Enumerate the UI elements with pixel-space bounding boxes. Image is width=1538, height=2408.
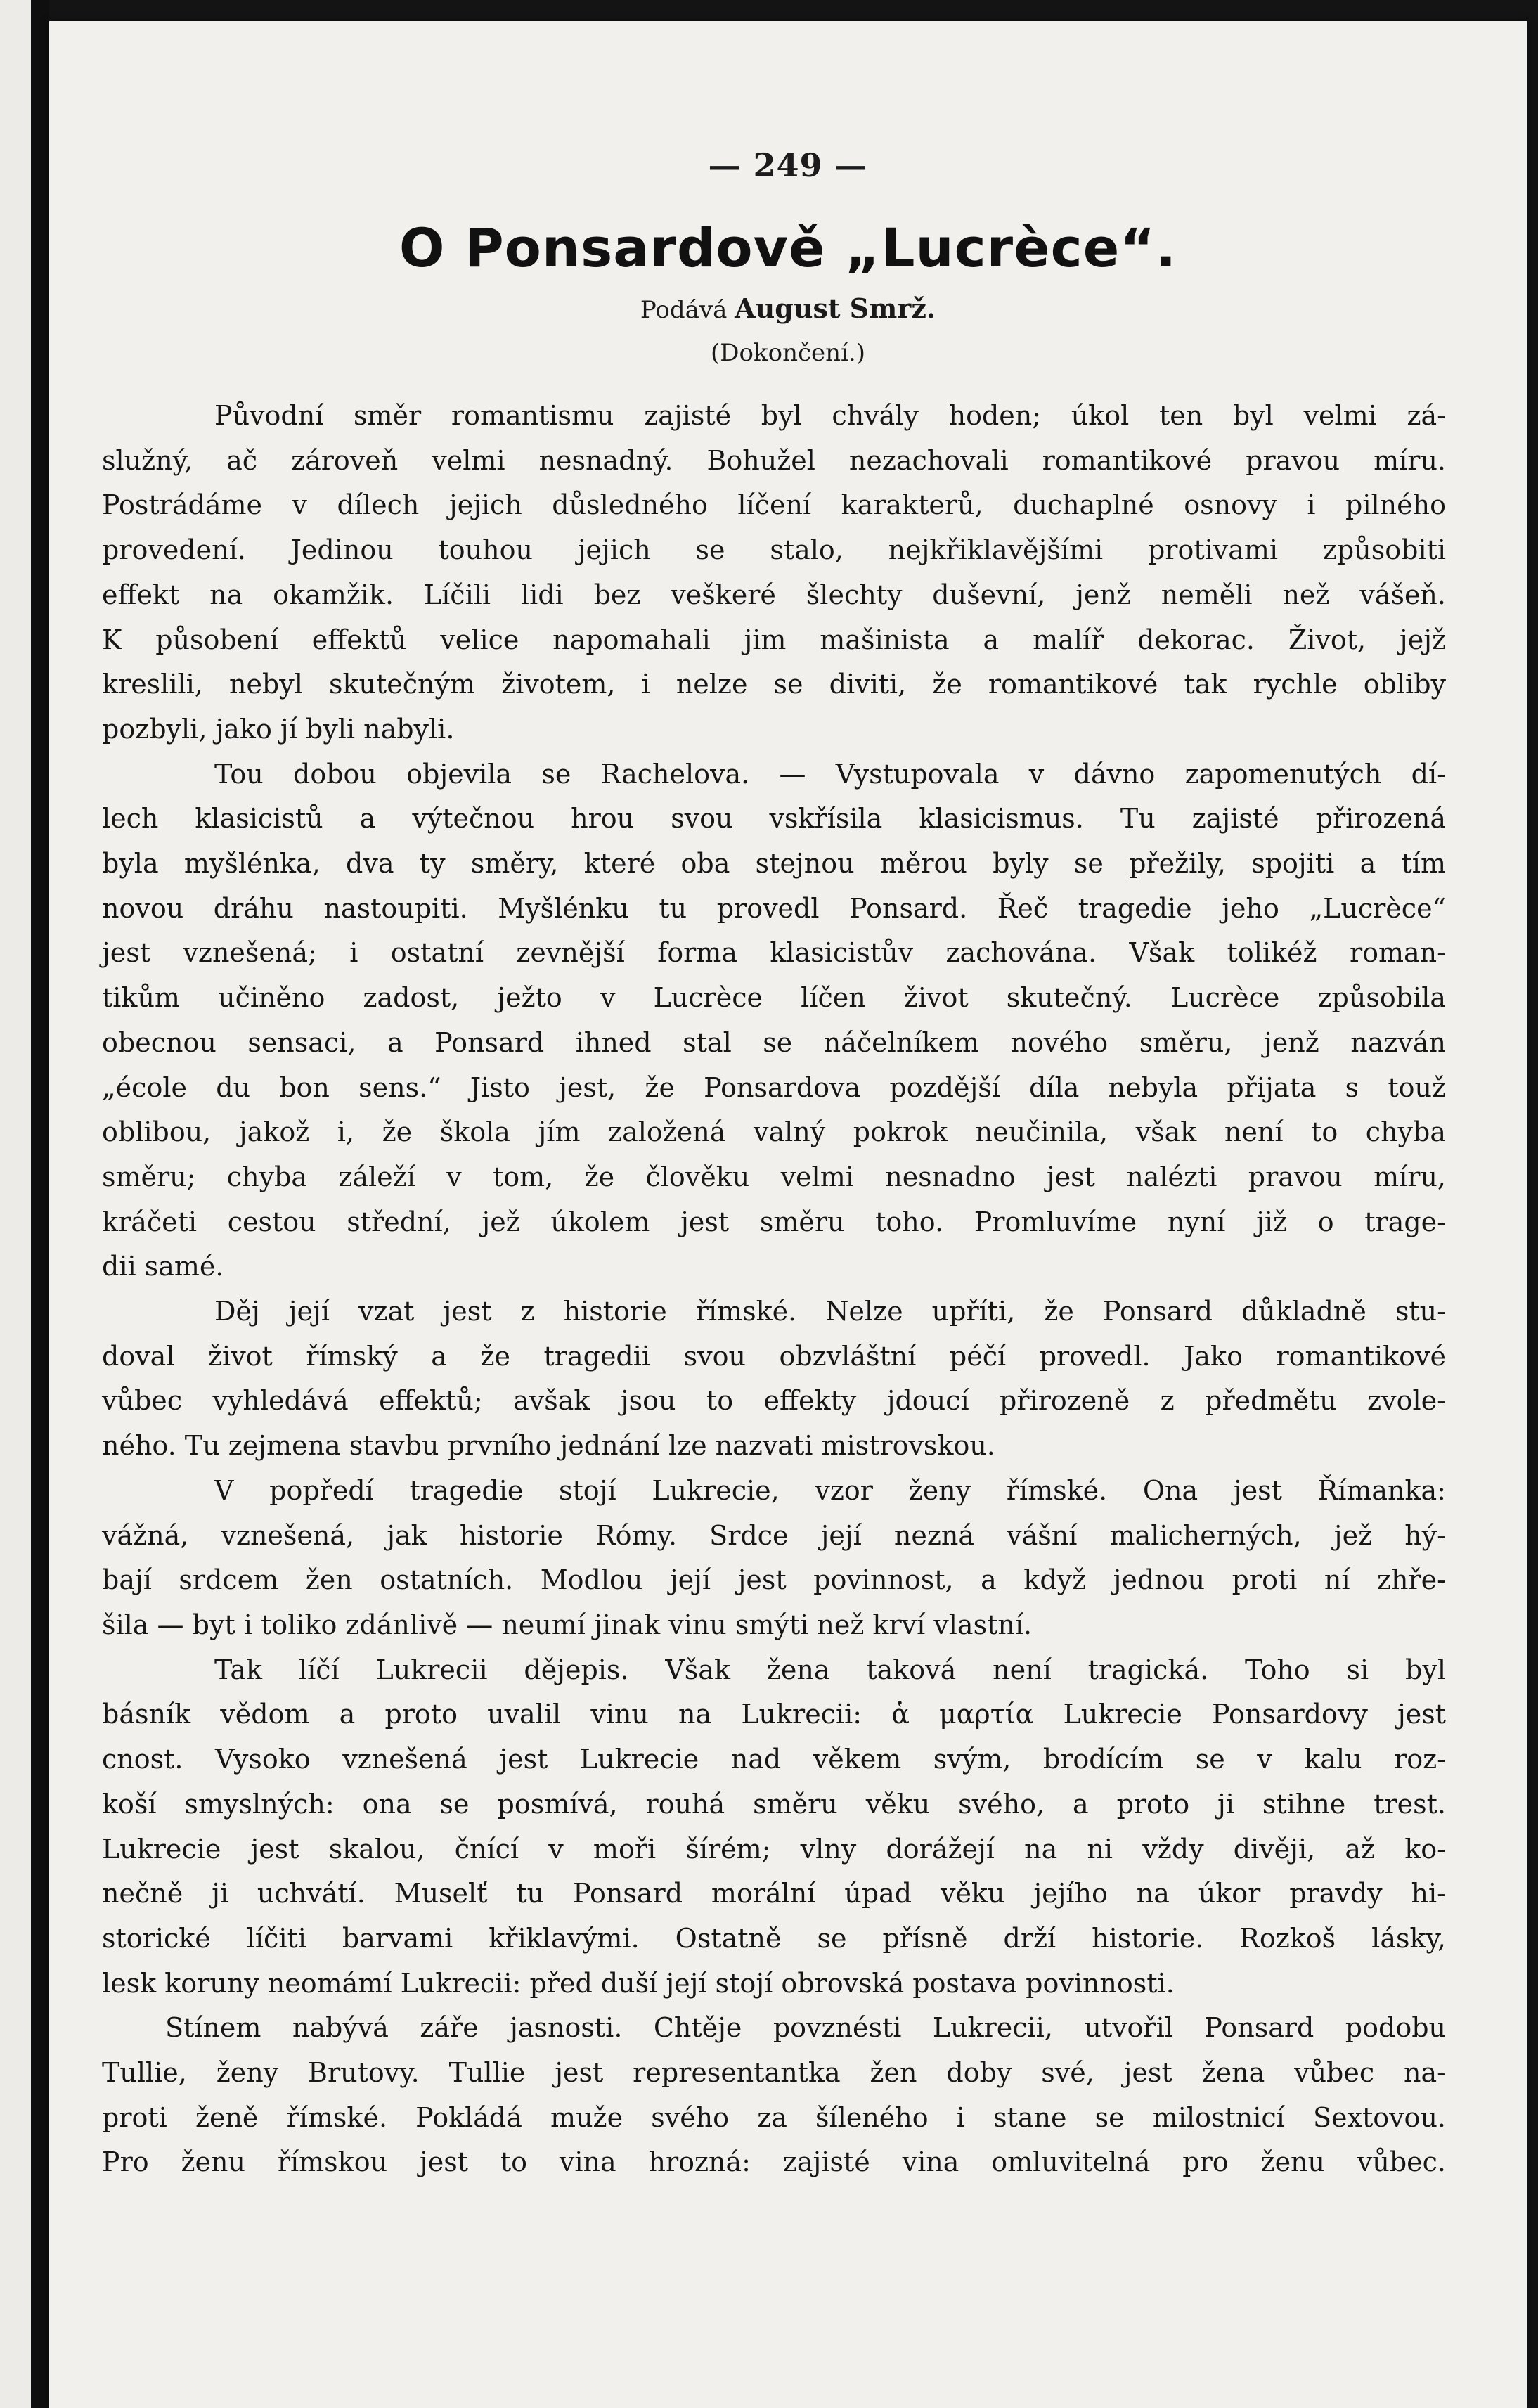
- text-line: byla myšlénka, dva ty směry, které oba stejnou měrou byly se přežily, spojiti a tím: [102, 848, 1446, 880]
- text-line: cnost. Vysoko vznešená jest Lukrecie nad věkem svým, brodícím se v kalu roz-: [102, 1744, 1446, 1775]
- text-line: Lukrecie jest skalou, čnící v moři šírém; vlny dorážejí na ni vždy divěji, až ko-: [102, 1833, 1446, 1865]
- text-line: Původní směr romantismu zajisté byl chvály hoden; úkol ten byl velmi zá-: [214, 400, 1446, 431]
- text-line: kráčeti cestou střední, jež úkolem jest směru toho. Promluvíme nyní již o trage-: [102, 1206, 1446, 1237]
- text-line: Pro ženu římskou jest to vina hrozná: zajisté vina omluvitelná pro ženu vůbec.: [102, 2146, 1446, 2178]
- text-line: nečně ji uchvátí. Muselť tu Ponsard morální úpad věku jejího na úkor pravdy hi-: [102, 1878, 1446, 1910]
- text-line: šila — byt i toliko zdánlivě — neumí jinak vinu smýti než krví vlastní.: [102, 1609, 1033, 1640]
- text-line: Tou dobou objevila se Rachelova. — Vystupovala v dávno zapomenutých dí-: [214, 758, 1446, 790]
- continuation-note: (Dokončení.): [711, 339, 865, 367]
- byline-prefix: Podává: [640, 296, 728, 324]
- text-line: obecnou sensaci, a Ponsard ihned stal se náčelníkem nového směru, jenž nazván: [102, 1026, 1446, 1058]
- text-line: „école du bon sens.“ Jisto jest, že Ponsardova pozdější díla nebyla přijata s touž: [102, 1071, 1446, 1103]
- text-line: dii samé.: [102, 1251, 224, 1282]
- text-line: lesk koruny neomámí Lukrecii: před duší její stojí obrovská postava povinnosti.: [102, 1967, 1175, 1999]
- text-line: provedení. Jedinou touhou jejich se stalo, nejkřiklavějšími protivami způsobiti: [102, 534, 1446, 566]
- text-line: doval život římský a že tragedii svou obzvláštní péčí provedl. Jako romantikové: [102, 1340, 1446, 1372]
- text-line: tikům učiněno zadost, ježto v Lucrèce líčen život skutečný. Lucrèce způsobila: [102, 982, 1446, 1014]
- text-line: effekt na okamžik. Líčili lidi bez veškeré šlechty duševní, jenž neměli než vášeň.: [102, 579, 1446, 610]
- text-line: ného. Tu zejmena stavbu prvního jednání lze nazvati mistrovskou.: [102, 1430, 995, 1462]
- text-line: Tak líčí Lukrecii dějepis. Však žena taková není tragická. Toho si byl: [214, 1654, 1446, 1685]
- author-name: August Smrž.: [735, 292, 936, 324]
- text-line: bají srdcem žen ostatních. Modlou její jest povinnost, a když jednou proti ní zhře-: [102, 1564, 1446, 1596]
- text-line: jest vznešená; i ostatní zevnější forma klasicistův zachována. Však tolikéž roman-: [102, 937, 1446, 969]
- text-line: směru; chyba záleží v tom, že člověku velmi nesnadno jest nalézti pravou míru,: [102, 1161, 1446, 1192]
- text-line: vůbec vyhledává effektů; avšak jsou to effekty jdoucí přirozeně z předmětu zvole-: [102, 1385, 1446, 1417]
- article-body: [102, 394, 1446, 2185]
- text-line: Stínem nabývá záře jasnosti. Chtěje povznésti Lukrecii, utvořil Ponsard podobu: [165, 2012, 1446, 2044]
- text-line: proti ženě římské. Pokládá muže svého za šíleného i stane se milostnicí Sextovou.: [102, 2101, 1446, 2133]
- text-line: Tullie, ženy Brutovy. Tullie jest representantka žen doby své, jest žena vůbec na-: [102, 2057, 1446, 2089]
- text-line: V popředí tragedie stojí Lukrecie, vzor ženy římské. Ona jest Římanka:: [214, 1474, 1446, 1506]
- text-line: oblibou, jakož i, že škola jím založená valný pokrok neučinila, však není to chyba: [102, 1116, 1446, 1148]
- text-line: služný, ač zároveň velmi nesnadný. Bohužel nezachovali romantikové pravou míru.: [102, 444, 1446, 476]
- document-page: [49, 21, 1527, 2408]
- text-line: kreslili, nebyl skutečným životem, i nelze se diviti, že romantikové tak rychle obliby: [102, 669, 1446, 700]
- text-line: vážná, vznešená, jak historie Rómy. Srdce její nezná vášní malicherných, jež hý-: [102, 1519, 1446, 1551]
- text-line: lech klasicistů a výtečnou hrou svou vskřísila klasicismus. Tu zajisté přirozená: [102, 803, 1446, 835]
- text-line: K působení effektů velice napomahali jim mašinista a malíř dekorac. Život, jejž: [102, 624, 1446, 655]
- text-line: Děj její vzat jest z historie římské. Nelze upříti, že Ponsard důkladně stu-: [214, 1296, 1446, 1327]
- text-line: koší smyslných: ona se posmívá, rouhá směru věku svého, a proto ji stihne trest.: [102, 1788, 1446, 1820]
- previous-page-edge: [0, 0, 31, 2408]
- page-gutter: [31, 0, 49, 2408]
- page-number: — 249 —: [708, 146, 868, 184]
- article-title: O Ponsardově „Lucrèce“.: [399, 217, 1177, 279]
- text-line: Postrádáme v dílech jejich důsledného líčení karakterů, duchaplné osnovy i pilného: [102, 489, 1446, 521]
- text-line: básník vědom a proto uvalil vinu na Lukrecii: ἁ μαρτία Lukrecie Ponsardovy jest: [102, 1699, 1446, 1730]
- text-line: storické líčiti barvami křiklavými. Ostatně se přísně drží historie. Rozkoš lásky,: [102, 1922, 1446, 1954]
- byline: [49, 292, 1527, 324]
- text-line: pozbyli, jako jí byli nabyli.: [102, 713, 455, 745]
- text-line: novou dráhu nastoupiti. Myšlénku tu provedl Ponsard. Řeč tragedie jeho „Lucrèce“: [102, 892, 1446, 924]
